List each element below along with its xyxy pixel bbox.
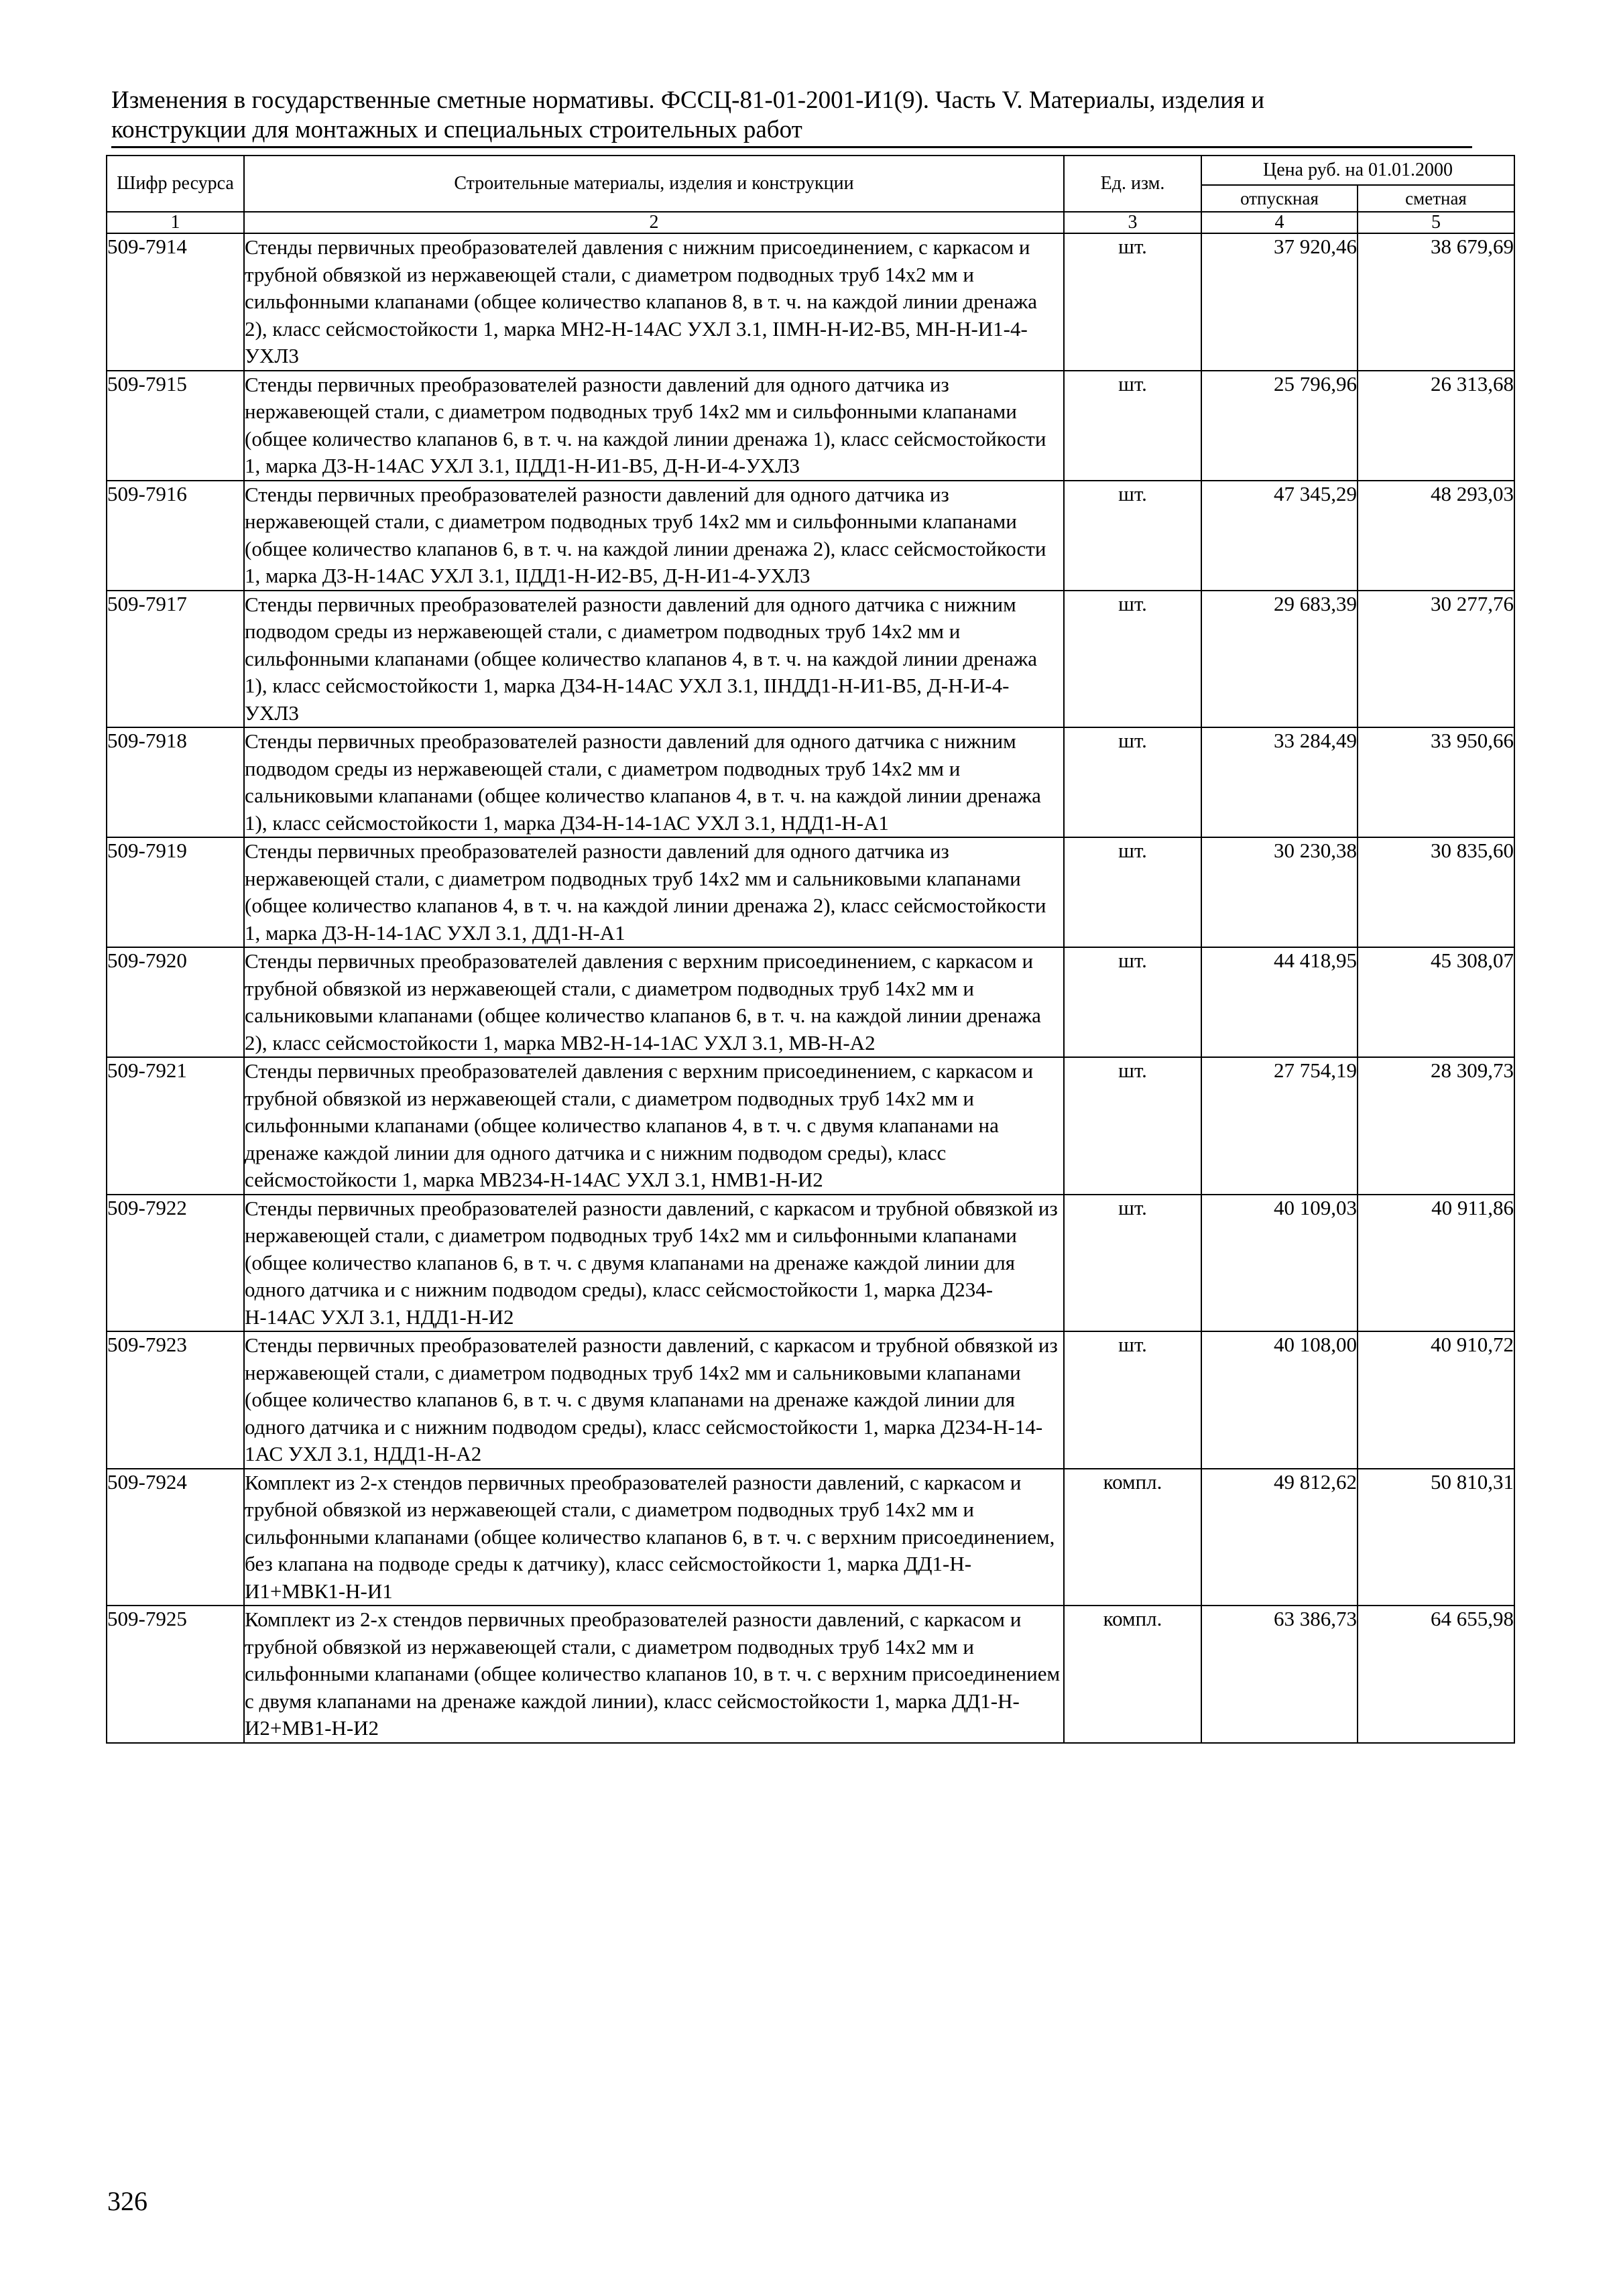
description-cell: Стенды первичных преобразователей давления с верхним присоединением, с каркасом и трубной обвязкой из нержавеющей стали, с диаметром подводных труб 14х2 мм и сальниковыми клапанами (общее количество клапанов 6, в т. ч. на каждой линии дренажа 2), класс сейсмостойкости 1, марка МВ2-Н-14-1АС УХЛ 3.1, МВ-Н-А2 — [244, 947, 1064, 1057]
resource-price-table — [106, 155, 1515, 1744]
unit-cell: компл. — [1064, 1469, 1201, 1606]
resource-code-cell: 509-7919 — [107, 837, 244, 947]
header-price-release: отпускная — [1201, 185, 1358, 212]
table-row — [107, 371, 1514, 481]
price-estimate-cell: 40 910,72 — [1358, 1331, 1514, 1469]
column-number: 5 — [1358, 212, 1514, 233]
price-estimate-cell: 50 810,31 — [1358, 1469, 1514, 1606]
resource-code-cell: 509-7925 — [107, 1606, 244, 1743]
description-cell: Комплект из 2-х стендов первичных преобразователей разности давлений, с каркасом и трубной обвязкой из нержавеющей стали, с диаметром подводных труб 14х2 мм и сильфонными клапанами (общее количество клапанов 6, в т. ч. с верхним присоединением, без клапана на подводе среды к датчику), класс сейсмостойкости 1, марка ДД1-Н-И1+МВК1-Н-И1 — [244, 1469, 1064, 1606]
price-estimate-cell: 38 679,69 — [1358, 233, 1514, 371]
resource-code-cell: 509-7918 — [107, 727, 244, 837]
table-body — [107, 233, 1514, 1743]
table-row — [107, 947, 1514, 1057]
price-estimate-cell: 33 950,66 — [1358, 727, 1514, 837]
price-release-cell: 40 108,00 — [1201, 1331, 1358, 1469]
document-header — [111, 86, 1472, 148]
price-estimate-cell: 48 293,03 — [1358, 481, 1514, 591]
unit-cell: шт. — [1064, 1331, 1201, 1469]
price-release-cell: 47 345,29 — [1201, 481, 1358, 591]
unit-cell: шт. — [1064, 481, 1201, 591]
description-cell: Стенды первичных преобразователей разности давлений для одного датчика с нижним подводом среды из нержавеющей стали, с диаметром подводных труб 14х2 мм и сальниковыми клапанами (общее количество клапанов 4, в т. ч. на каждой линии дренажа 1), класс сейсмостойкости 1, марка Д34-Н-14-1АС УХЛ 3.1, НДД1-Н-А1 — [244, 727, 1064, 837]
price-release-cell: 63 386,73 — [1201, 1606, 1358, 1743]
table-row — [107, 481, 1514, 591]
price-estimate-cell: 28 309,73 — [1358, 1057, 1514, 1195]
unit-cell: шт. — [1064, 371, 1201, 481]
unit-cell: шт. — [1064, 591, 1201, 728]
header-resource-code: Шифр ресурса — [107, 156, 244, 212]
price-release-cell: 27 754,19 — [1201, 1057, 1358, 1195]
column-number: 4 — [1201, 212, 1358, 233]
price-estimate-cell: 64 655,98 — [1358, 1606, 1514, 1743]
price-release-cell: 37 920,46 — [1201, 233, 1358, 371]
table-row — [107, 1057, 1514, 1195]
unit-cell: шт. — [1064, 837, 1201, 947]
resource-code-cell: 509-7920 — [107, 947, 244, 1057]
header-unit: Ед. изм. — [1064, 156, 1201, 212]
price-release-cell: 44 418,95 — [1201, 947, 1358, 1057]
description-cell: Стенды первичных преобразователей разности давлений, с каркасом и трубной обвязкой из нержавеющей стали, с диаметром подводных труб 14х2 мм и сальниковыми клапанами (общее количество клапанов 6, в т. ч. с двумя клапанами на дренаже каждой линии для одного датчика и с нижним подводом среды), класс сейсмостойкости 1, марка Д234-Н-14-1АС УХЛ 3.1, НДД1-Н-А2 — [244, 1331, 1064, 1469]
table-row — [107, 591, 1514, 728]
description-cell: Стенды первичных преобразователей разности давлений для одного датчика из нержавеющей стали, с диаметром подводных труб 14х2 мм и сальниковыми клапанами (общее количество клапанов 4, в т. ч. на каждой линии дренажа 2), класс сейсмостойкости 1, марка Д3-Н-14-1АС УХЛ 3.1, ДД1-Н-А1 — [244, 837, 1064, 947]
resource-code-cell: 509-7917 — [107, 591, 244, 728]
table-row — [107, 837, 1514, 947]
description-cell: Стенды первичных преобразователей разности давлений для одного датчика с нижним подводом среды из нержавеющей стали, с диаметром подводных труб 14х2 мм и сильфонными клапанами (общее количество клапанов 4, в т. ч. на каждой линии дренажа 1), класс сейсмостойкости 1, марка Д34-Н-14АС УХЛ 3.1, IIНДД1-Н-И1-В5, Д-Н-И-4-УХЛ3 — [244, 591, 1064, 728]
table-row — [107, 1606, 1514, 1743]
column-number: 1 — [107, 212, 244, 233]
resource-code-cell: 509-7921 — [107, 1057, 244, 1195]
description-cell: Стенды первичных преобразователей давления с нижним присоединением, с каркасом и трубной обвязкой из нержавеющей стали, с диаметром подводных труб 14х2 мм и сильфонными клапанами (общее количество клапанов 8, в т. ч. на каждой линии дренажа 2), класс сейсмостойкости 1, марка МН2-Н-14АС УХЛ 3.1, IIМН-Н-И2-В5, МН-Н-И1-4-УХЛ3 — [244, 233, 1064, 371]
header-line-1: Изменения в государственные сметные нормативы. ФССЦ-81-01-2001-И1(9). Часть V. Материалы, изделия и — [111, 86, 1265, 114]
table-row — [107, 1469, 1514, 1606]
resource-code-cell: 509-7923 — [107, 1331, 244, 1469]
table-row — [107, 233, 1514, 371]
price-release-cell: 40 109,03 — [1201, 1195, 1358, 1332]
table-row — [107, 727, 1514, 837]
description-cell: Стенды первичных преобразователей разности давлений для одного датчика из нержавеющей стали, с диаметром подводных труб 14х2 мм и сильфонными клапанами (общее количество клапанов 6, в т. ч. на каждой линии дренажа 2), класс сейсмостойкости 1, марка Д3-Н-14АС УХЛ 3.1, IIДД1-Н-И2-В5, Д-Н-И1-4-УХЛ3 — [244, 481, 1064, 591]
price-estimate-cell: 26 313,68 — [1358, 371, 1514, 481]
price-estimate-cell: 40 911,86 — [1358, 1195, 1514, 1332]
resource-code-cell: 509-7916 — [107, 481, 244, 591]
unit-cell: шт. — [1064, 1195, 1201, 1332]
price-release-cell: 29 683,39 — [1201, 591, 1358, 728]
price-estimate-cell: 30 835,60 — [1358, 837, 1514, 947]
price-release-cell: 33 284,49 — [1201, 727, 1358, 837]
unit-cell: шт. — [1064, 1057, 1201, 1195]
resource-code-cell: 509-7914 — [107, 233, 244, 371]
column-number: 3 — [1064, 212, 1201, 233]
column-number: 2 — [244, 212, 1064, 233]
price-release-cell: 30 230,38 — [1201, 837, 1358, 947]
price-estimate-cell: 45 308,07 — [1358, 947, 1514, 1057]
page-number: 326 — [107, 2186, 147, 2216]
resource-code-cell: 509-7915 — [107, 371, 244, 481]
description-cell: Комплект из 2-х стендов первичных преобразователей разности давлений, с каркасом и трубной обвязкой из нержавеющей стали, с диаметром подводных труб 14х2 мм и сильфонными клапанами (общее количество клапанов 10, в т. ч. с верхним присоединением с двумя клапанами на дренаже каждой линии), класс сейсмостойкости 1, марка ДД1-Н-И2+МВ1-Н-И2 — [244, 1606, 1064, 1743]
price-estimate-cell: 30 277,76 — [1358, 591, 1514, 728]
header-description: Строительные материалы, изделия и конструкции — [244, 156, 1064, 212]
description-cell: Стенды первичных преобразователей разности давлений для одного датчика из нержавеющей стали, с диаметром подводных труб 14х2 мм и сильфонными клапанами (общее количество клапанов 6, в т. ч. на каждой линии дренажа 1), класс сейсмостойкости 1, марка Д3-Н-14АС УХЛ 3.1, IIДД1-Н-И1-В5, Д-Н-И-4-УХЛ3 — [244, 371, 1064, 481]
price-release-cell: 25 796,96 — [1201, 371, 1358, 481]
resource-code-cell: 509-7922 — [107, 1195, 244, 1332]
unit-cell: шт. — [1064, 947, 1201, 1057]
resource-code-cell: 509-7924 — [107, 1469, 244, 1606]
unit-cell: компл. — [1064, 1606, 1201, 1743]
header-price-group: Цена руб. на 01.01.2000 — [1201, 156, 1514, 185]
description-cell: Стенды первичных преобразователей разности давлений, с каркасом и трубной обвязкой из нержавеющей стали, с диаметром подводных труб 14х2 мм и сильфонными клапанами (общее количество клапанов 6, в т. ч. с двумя клапанами на дренаже каждой линии для одного датчика и с нижним подводом среды), класс сейсмостойкости 1, марка Д234-Н-14АС УХЛ 3.1, НДД1-Н-И2 — [244, 1195, 1064, 1332]
unit-cell: шт. — [1064, 727, 1201, 837]
description-cell: Стенды первичных преобразователей давления с верхним присоединением, с каркасом и трубной обвязкой из нержавеющей стали, с диаметром подводных труб 14х2 мм и сильфонными клапанами (общее количество клапанов 4, в т. ч. с двумя клапанами на дренаже каждой линии для одного датчика и с нижним подводом среды), класс сейсмостойкости 1, марка МВ234-Н-14АС УХЛ 3.1, НМВ1-Н-И2 — [244, 1057, 1064, 1195]
price-release-cell: 49 812,62 — [1201, 1469, 1358, 1606]
table-row — [107, 1195, 1514, 1332]
header-price-estimate: сметная — [1358, 185, 1514, 212]
unit-cell: шт. — [1064, 233, 1201, 371]
header-line-2: конструкции для монтажных и специальных строительных работ — [111, 116, 802, 143]
table-row — [107, 1331, 1514, 1469]
